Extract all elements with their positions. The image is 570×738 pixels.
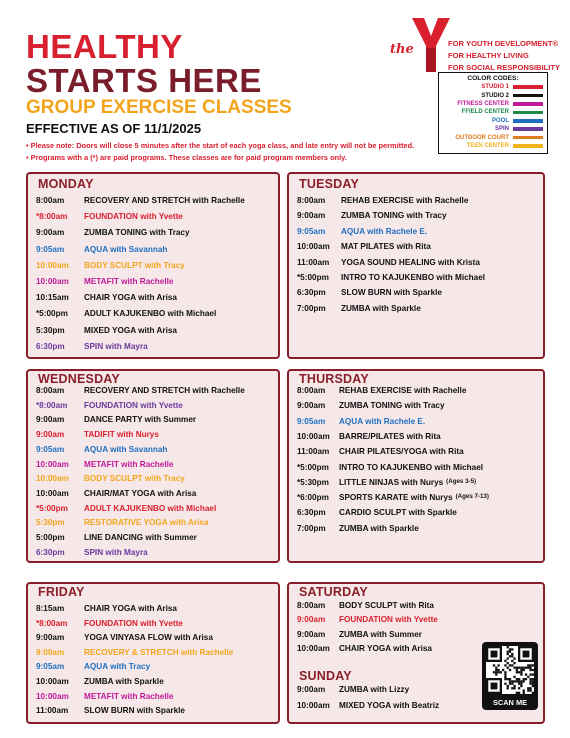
title-starts-here: STARTS HERE <box>26 62 262 99</box>
class-name: METAFIT with Rachelle <box>84 459 174 469</box>
class-time: 9:00am <box>36 633 65 643</box>
thursday-class-row <box>297 447 464 456</box>
class-name: YOGA SOUND HEALING with Krista <box>341 257 480 267</box>
monday-class-row <box>36 277 173 286</box>
friday-class-row <box>36 662 150 671</box>
color-code-swatch <box>513 127 543 131</box>
class-name: RECOVERY & STRETCH with Rachelle <box>84 647 234 657</box>
class-name: AQUA with Savannah <box>84 244 168 254</box>
logo-the-text: the <box>390 42 414 57</box>
class-name: SPORTS KARATE with Nurys <box>339 493 453 503</box>
color-code-row <box>443 91 543 99</box>
class-time: 10:00am <box>36 260 69 270</box>
class-time: 9:00am <box>36 430 65 440</box>
wednesday-class-row <box>36 430 159 439</box>
color-code-label: STUDIO 2 <box>481 92 509 99</box>
color-code-label: SPIN <box>494 126 509 133</box>
class-time: 8:00am <box>297 196 326 205</box>
class-time: 7:00pm <box>297 303 326 313</box>
class-name: ZUMBA TONING with Tracy <box>341 211 447 221</box>
class-time: *5:00pm <box>297 462 329 472</box>
class-name: AQUA with Rachele E. <box>341 226 428 236</box>
class-time: 9:00am <box>297 685 326 694</box>
thursday-class-row <box>297 417 425 426</box>
friday-title: FRIDAY <box>38 585 85 599</box>
class-name: CARDIO SCULPT with Sparkle <box>339 508 457 518</box>
color-code-row <box>443 117 543 125</box>
class-name: CHAIR YOGA with Arisa <box>84 293 177 303</box>
friday-class-row <box>36 633 213 642</box>
class-time: 9:00am <box>36 415 65 425</box>
monday-panel <box>26 172 280 359</box>
color-code-row <box>443 142 543 150</box>
class-name: BODY SCULPT with Tracy <box>84 474 185 484</box>
monday-title: MONDAY <box>38 177 94 191</box>
class-name: CHAIR YOGA with Arisa <box>84 604 177 613</box>
title-healthy: HEALTHY <box>26 28 183 65</box>
paid-programs-note: • Programs with a (*) are paid programs. These classes are for paid program members only. <box>26 153 347 162</box>
monday-class-row <box>36 196 245 205</box>
class-time: 9:00am <box>297 401 326 411</box>
class-time: 9:00am <box>297 615 326 625</box>
class-time: 9:05am <box>36 444 65 454</box>
class-name: METAFIT with Rachelle <box>84 277 174 286</box>
class-time: *8:00am <box>36 212 68 222</box>
sunday-class-row <box>297 701 439 710</box>
tuesday-class-row <box>297 273 485 282</box>
class-name: FOUNDATION with Yvette <box>84 400 183 410</box>
thursday-panel <box>287 369 545 563</box>
class-name: ADULT KAJUKENBO with Michael <box>84 503 217 513</box>
class-time: 8:00am <box>36 196 65 205</box>
class-name: TADIFIT with Nurys <box>84 430 159 440</box>
class-name: AQUA with Tracy <box>84 662 151 672</box>
color-code-row <box>443 133 543 141</box>
wednesday-class-row <box>36 489 196 498</box>
class-time: *5:30pm <box>297 477 329 487</box>
class-time: 8:15am <box>36 604 65 613</box>
class-time: 11:00am <box>36 706 69 716</box>
wednesday-class-row <box>36 504 216 513</box>
class-time: 9:00am <box>297 211 326 221</box>
class-name: RESTORATIVE YOGA with Arisa <box>84 518 209 528</box>
monday-class-row <box>36 293 177 302</box>
thursday-class-row <box>297 478 476 487</box>
tuesday-class-row <box>297 196 468 205</box>
class-name: INTRO TO KAJUKENBO with Michael <box>339 462 484 472</box>
class-time: 10:15am <box>36 293 69 303</box>
monday-class-row <box>36 309 216 318</box>
class-age-range: (Ages 7-13) <box>455 493 489 501</box>
thursday-class-row <box>297 432 441 441</box>
y-logo-icon <box>412 18 450 72</box>
color-code-swatch <box>513 102 543 106</box>
class-name: REHAB EXERCISE with Rachelle <box>339 386 467 395</box>
tuesday-class-row <box>297 242 431 251</box>
color-code-label: TEEN CENTER <box>466 142 509 149</box>
class-name: ZUMBA with Sparkle <box>84 677 164 686</box>
color-code-label: POOL <box>491 117 509 124</box>
class-time: 6:30pm <box>297 508 326 518</box>
class-name: BODY SCULPT with Rita <box>339 601 434 610</box>
friday-class-row <box>36 706 185 715</box>
class-time: 10:00am <box>36 474 69 484</box>
friday-class-row <box>36 692 173 701</box>
class-time: 5:30pm <box>36 518 65 528</box>
monday-class-row <box>36 245 167 254</box>
class-name: MIXED YOGA with Arisa <box>84 325 177 335</box>
class-name: ZUMBA with Summer <box>339 629 422 639</box>
color-codes-legend <box>438 72 548 154</box>
doors-note: • Please note: Doors will close 5 minutes after the start of each yoga class, and late entry will not be permitted. <box>26 141 415 150</box>
class-time: *5:00pm <box>36 309 68 319</box>
monday-class-row <box>36 228 190 237</box>
friday-panel <box>26 582 280 724</box>
wednesday-class-row <box>36 460 173 469</box>
color-code-row <box>443 125 543 133</box>
class-name: BARRE/PILATES with Rita <box>339 431 441 441</box>
class-time: 11:00am <box>297 257 330 267</box>
wednesday-class-row <box>36 548 148 557</box>
class-name: ZUMBA with Lizzy <box>339 685 410 694</box>
class-name: YOGA VINYASA FLOW with Arisa <box>84 633 213 643</box>
tuesday-class-row <box>297 258 480 267</box>
wednesday-class-row <box>36 518 209 527</box>
class-name: ZUMBA with Sparkle <box>339 523 419 533</box>
friday-class-row <box>36 648 233 657</box>
class-time: 11:00am <box>297 447 330 457</box>
class-time: 6:30pm <box>297 288 326 298</box>
thursday-class-row <box>297 386 466 395</box>
friday-class-row <box>36 619 183 628</box>
class-time: 10:00am <box>36 459 69 469</box>
wednesday-panel <box>26 369 280 563</box>
color-code-swatch <box>513 85 543 89</box>
color-code-label: OUTDOOR COURT <box>455 134 509 141</box>
color-code-row <box>443 83 543 91</box>
class-name: SLOW BURN with Sparkle <box>341 288 442 298</box>
tagline-youth: FOR YOUTH DEVELOPMENT® <box>448 39 559 48</box>
class-time: 9:00am <box>36 228 65 238</box>
class-time: 5:30pm <box>36 325 65 335</box>
thursday-title: THURSDAY <box>299 372 369 386</box>
class-name: FOUNDATION with Yvette <box>84 212 183 222</box>
wednesday-class-row <box>36 474 185 483</box>
class-name: ZUMBA TONING with Tracy <box>84 228 190 238</box>
qr-code[interactable] <box>482 642 538 710</box>
class-age-range: (Ages 3-5) <box>446 477 477 485</box>
class-time: *5:00pm <box>36 503 68 513</box>
tagline-social: FOR SOCIAL RESPONSIBILITY <box>448 63 561 72</box>
color-code-swatch <box>513 136 543 140</box>
class-time: 8:00am <box>297 601 326 610</box>
friday-class-row <box>36 604 177 613</box>
tuesday-title: TUESDAY <box>299 177 359 191</box>
class-time: 9:05am <box>36 662 65 672</box>
monday-class-row <box>36 261 185 270</box>
color-code-swatch <box>513 111 543 115</box>
class-time: 10:00am <box>297 700 330 710</box>
subtitle-group-exercise: GROUP EXERCISE CLASSES <box>26 97 292 118</box>
class-name: SPIN with Mayra <box>84 547 148 557</box>
class-time: 10:00am <box>36 691 69 701</box>
class-name: AQUA with Savannah <box>84 444 168 454</box>
tuesday-class-row <box>297 304 421 313</box>
header <box>0 0 570 170</box>
saturday-class-row <box>297 630 422 639</box>
scan-me-label: SCAN ME <box>492 698 528 707</box>
class-time: 8:00am <box>297 386 326 395</box>
class-name: MIXED YOGA with Beatriz <box>339 700 440 710</box>
wednesday-class-row <box>36 415 196 424</box>
friday-class-row <box>36 677 164 686</box>
class-name: AQUA with Rachele E. <box>339 416 426 426</box>
class-time: 6:30pm <box>36 341 65 351</box>
class-name: CHAIR YOGA with Arisa <box>339 643 432 653</box>
sunday-title: SUNDAY <box>299 669 352 683</box>
saturday-title: SATURDAY <box>299 585 368 599</box>
class-time: 9:00am <box>297 629 326 639</box>
class-name: SPIN with Mayra <box>84 341 148 351</box>
ymca-logo <box>390 18 450 74</box>
thursday-class-row <box>297 508 457 517</box>
class-name: MAT PILATES with Rita <box>341 242 431 252</box>
class-name: CHAIR/MAT YOGA with Arisa <box>84 488 197 498</box>
monday-class-row <box>36 326 177 335</box>
tuesday-class-row <box>297 227 427 236</box>
class-time: 10:00am <box>36 277 69 286</box>
thursday-class-row <box>297 493 489 502</box>
class-name: DANCE PARTY with Summer <box>84 415 197 425</box>
color-code-swatch <box>513 144 543 148</box>
color-code-label: STUDIO 1 <box>481 84 509 91</box>
ymca-taglines <box>448 38 560 74</box>
class-time: 10:00am <box>36 488 69 498</box>
class-name: CHAIR PILATES/YOGA with Rita <box>339 447 464 457</box>
wednesday-class-row <box>36 386 245 395</box>
effective-date: EFFECTIVE AS OF 11/1/2025 <box>26 121 202 136</box>
thursday-class-row <box>297 401 445 410</box>
wednesday-class-row <box>36 533 197 542</box>
saturday-class-row <box>297 601 434 610</box>
saturday-class-row <box>297 615 438 624</box>
class-name: METAFIT with Rachelle <box>84 691 174 701</box>
monday-class-row <box>36 212 183 221</box>
tuesday-class-row <box>297 211 447 220</box>
wednesday-class-row <box>36 401 183 410</box>
color-code-row <box>443 100 543 108</box>
thursday-class-row <box>297 463 483 472</box>
class-time: 10:00am <box>297 431 330 441</box>
class-time: 8:00am <box>36 386 65 395</box>
class-time: 9:05am <box>36 244 65 254</box>
color-code-label: FFIELD CENTER <box>461 109 509 116</box>
class-name: LITTLE NINJAS with Nurys <box>339 477 444 487</box>
color-code-label: FITNESS CENTER <box>457 100 509 107</box>
class-name: BODY SCULPT with Tracy <box>84 260 185 270</box>
color-code-swatch <box>513 119 543 123</box>
class-name: REHAB EXERCISE with Rachelle <box>341 196 469 205</box>
color-codes-title: COLOR CODES: <box>467 75 519 82</box>
qr-code-icon <box>486 646 534 694</box>
class-time: 7:00pm <box>297 523 326 533</box>
class-name: SLOW BURN with Sparkle <box>84 706 185 716</box>
class-time: 5:00pm <box>36 533 65 542</box>
class-name: ZUMBA TONING with Tracy <box>339 401 445 411</box>
class-name: ADULT KAJUKENBO with Michael <box>84 309 217 319</box>
class-time: 9:05am <box>297 416 326 426</box>
color-code-row <box>443 108 543 116</box>
wednesday-title: WEDNESDAY <box>38 372 120 386</box>
class-time: 10:00am <box>36 677 69 686</box>
saturday-class-row <box>297 644 432 653</box>
sunday-class-row <box>297 685 409 694</box>
class-time: *5:00pm <box>297 273 329 282</box>
class-name: ZUMBA with Sparkle <box>341 303 421 313</box>
class-time: *8:00am <box>36 618 68 628</box>
class-time: 9:05am <box>297 226 326 236</box>
tagline-healthy: FOR HEALTHY LIVING <box>448 51 529 60</box>
class-time: *8:00am <box>36 400 68 410</box>
class-time: 10:00am <box>297 242 330 252</box>
color-code-swatch <box>513 94 543 98</box>
class-name: RECOVERY AND STRETCH with Rachelle <box>84 196 245 205</box>
class-name: FOUNDATION with Yvette <box>339 615 438 625</box>
tuesday-panel <box>287 172 545 359</box>
tuesday-class-row <box>297 288 442 297</box>
thursday-class-row <box>297 524 419 533</box>
class-name: INTRO TO KAJUKENBO with Michael <box>341 273 486 282</box>
class-name: RECOVERY AND STRETCH with Rachelle <box>84 386 245 395</box>
wednesday-class-row <box>36 445 167 454</box>
class-name: LINE DANCING with Summer <box>84 533 197 542</box>
class-time: 6:30pm <box>36 547 65 557</box>
class-time: 10:00am <box>297 643 330 653</box>
monday-class-row <box>36 342 148 351</box>
class-time: 9:00am <box>36 647 65 657</box>
class-name: FOUNDATION with Yvette <box>84 618 183 628</box>
class-time: *6:00pm <box>297 493 329 503</box>
